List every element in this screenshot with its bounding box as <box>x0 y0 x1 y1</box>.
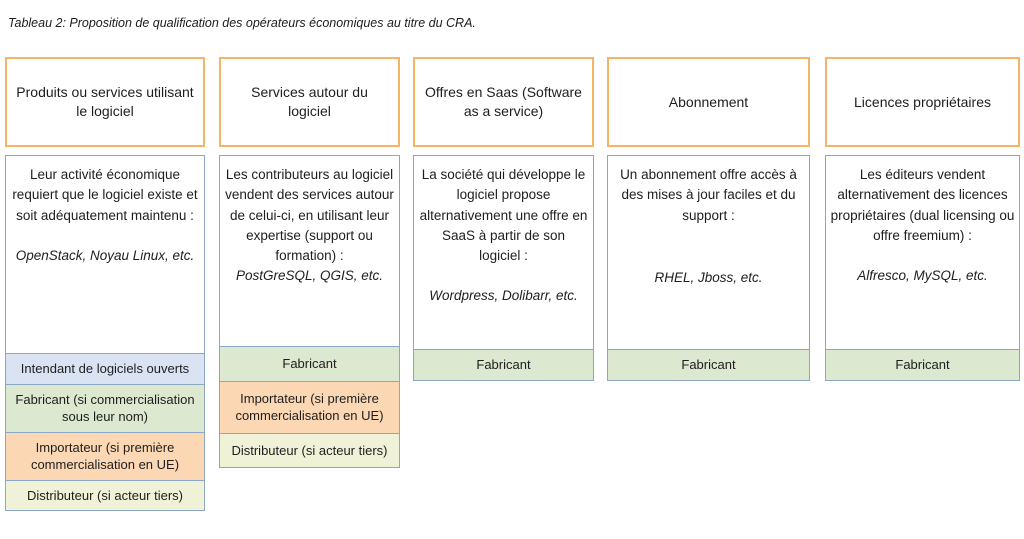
column-body <box>219 155 400 468</box>
qualification-badge-intendant: Intendant de logiciels ouverts <box>6 353 204 384</box>
column-body <box>607 155 810 381</box>
column-header-label: Offres en Saas (Software as a service) <box>425 84 582 119</box>
table-caption: Tableau 2: Proposition de qualification des opérateurs économiques au titre du CRA. <box>8 16 476 30</box>
column-offres-en-saas <box>413 57 594 372</box>
column-header-label: Produits ou services utilisant le logiciel <box>16 84 194 119</box>
qualification-badge-importateur: Importateur (si première commercialisation en UE) <box>220 381 399 433</box>
qualification-badge-distributeur: Distributeur (si acteur tiers) <box>220 433 399 468</box>
column-header-label: Licences propriétaires <box>854 93 991 110</box>
qualification-badge-fabricant: Fabricant (si commercialisation sous leur nom) <box>6 384 204 432</box>
column-services-autour-du-logiciel <box>219 57 400 458</box>
column-licences-proprietaires <box>825 57 1020 372</box>
column-examples: Wordpress, Dolibarr, etc. <box>429 288 578 304</box>
column-header <box>5 57 205 147</box>
column-description-text: Les contributeurs au logiciel vendent des services autour de celui-ci, en utilisant leur expertise (support ou formation) : <box>225 167 394 263</box>
column-description <box>414 156 593 349</box>
qualification-badge-fabricant: Fabricant <box>414 349 593 380</box>
column-examples: OpenStack, Noyau Linux, etc. <box>15 247 195 263</box>
column-body <box>413 155 594 381</box>
qualification-badge-importateur: Importateur (si première commercialisation en UE) <box>6 432 204 480</box>
column-header <box>825 57 1020 147</box>
column-produits-ou-services <box>5 57 205 503</box>
column-body <box>825 155 1020 381</box>
column-abonnement <box>607 57 810 372</box>
column-description <box>608 156 809 349</box>
column-description-text: La société qui développe le logiciel propose alternativement une offre en SaaS à partir de son logiciel : <box>419 167 588 263</box>
column-description <box>220 156 399 346</box>
column-header <box>219 57 400 147</box>
qualification-badge-fabricant: Fabricant <box>220 346 399 381</box>
column-body <box>5 155 205 511</box>
column-header <box>607 57 810 147</box>
column-header-label: Services autour du logiciel <box>251 84 368 119</box>
column-examples: RHEL, Jboss, etc. <box>654 269 763 285</box>
qualification-badge-fabricant: Fabricant <box>608 349 809 380</box>
column-header <box>413 57 594 147</box>
column-header-label: Abonnement <box>668 93 749 110</box>
column-description <box>826 156 1019 349</box>
column-description-text: Leur activité économique requiert que le logiciel existe et soit adéquatement maintenu : <box>12 167 198 223</box>
column-examples: Alfresco, MySQL, etc. <box>857 268 988 283</box>
column-description-text: Un abonnement offre accès à des mises à jour faciles et du support : <box>620 167 797 223</box>
column-description <box>6 156 204 353</box>
column-description-text: Les éditeurs vendent alternativement des licences propriétaires (dual licensing ou offre freemium) : <box>830 167 1015 243</box>
qualification-badge-distributeur: Distributeur (si acteur tiers) <box>6 480 204 511</box>
qualification-badge-fabricant: Fabricant <box>826 349 1019 380</box>
column-examples: PostGreSQL, QGIS, etc. <box>235 268 384 284</box>
